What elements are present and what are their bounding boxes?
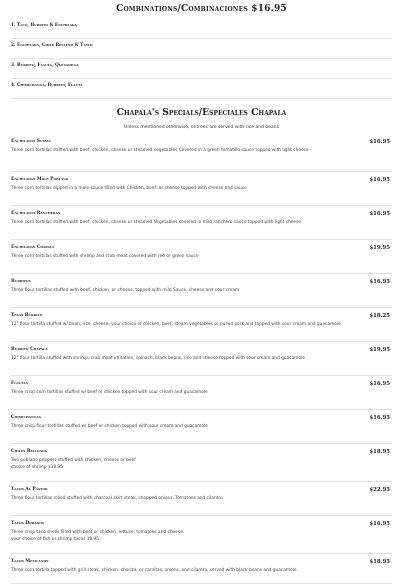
specials-note: Unless mentioned otherwise, entrees are served with rice and beans <box>124 125 279 130</box>
item-price: $18.95 <box>369 559 390 565</box>
item-description: 12" flour tortilla stuffed with shrimp, crab meat imitation, spinach, black beans, rice and cheese topped with sour cream and guacamole <box>11 356 305 361</box>
item-description: Three corn tortilla topped with grill steak, chicken, chorizo, or carnitas, onions, and cilantro, served with black beans and guacamole <box>11 568 297 573</box>
menu-item <box>11 139 392 172</box>
item-name: Flautas <box>11 381 28 386</box>
item-description: 12" flour tortilla stuffed w/ bean, rice, cheese, your choice of chicken, beef, steam vegetables or pulled pork and topped with sour cream and guacamole <box>11 322 341 327</box>
item-description-extra: your choice of fish or shrimp tacos 18.95 <box>11 536 100 542</box>
item-description: Three corn tortillas stuffed with beef, chicken, cheese or steamed Vegetables covered in mild ranchero sauce topped with light cheese <box>11 220 301 225</box>
item-description: Three corn tortillas stuffed with shrimp and crab meat covered with red or green sauce <box>11 254 199 259</box>
item-description: Three corn tortillas dipped in a mole sauce filled with Chicken, beef, or cheese topped with cheese and sauce <box>11 186 247 191</box>
item-price: $16.95 <box>369 415 390 421</box>
combo-item: 3. Burrito, Flauta, Quesadilla <box>11 59 392 79</box>
item-name: Texas Burrito <box>11 313 43 318</box>
item-description: Three crisp flour tortillas stuffed w/ beef or chicken topped with sour cream and guacamole <box>11 424 208 429</box>
menu-item <box>11 376 392 410</box>
item-name: Burrito Chapala <box>11 347 48 352</box>
combo-item: 4. Chimichanga, Burrito, Flauta <box>11 79 392 99</box>
combo-item: 1. Taco, Burrito & Enchilada <box>11 19 392 39</box>
item-price: $16.95 <box>369 211 390 217</box>
item-price: $16.95 <box>369 521 390 527</box>
item-name: Enchiladas Rancheras <box>11 211 60 216</box>
item-name: Enchiladas Chapala <box>11 245 55 250</box>
menu-item <box>11 206 392 240</box>
item-description: Two poblano peppers stuffed with chicken, cheese or beef <box>11 458 136 463</box>
item-name: Tacos Dorados <box>11 521 44 526</box>
item-name: Tacos Al Pastor <box>11 487 48 492</box>
menu-item <box>11 482 392 516</box>
item-description: Three crisp corn tortillas stuffed w/ beef or chicken topped with sour cream and guacamole <box>11 390 208 395</box>
menu-item <box>11 516 392 554</box>
specials-list <box>11 139 392 584</box>
item-price: $19.95 <box>369 347 390 353</box>
item-price: $18.95 <box>369 449 390 455</box>
item-price: $18.25 <box>369 313 390 319</box>
combo-item: 2. Enchilada, Chile Relleno & Tamal <box>11 39 392 59</box>
item-name: Chimichangas <box>11 415 41 420</box>
item-price: $19.95 <box>369 245 390 251</box>
menu-item <box>11 274 392 308</box>
item-name: Enchiladas Suizas <box>11 139 51 144</box>
menu-item <box>11 308 392 342</box>
item-name: Enchiladas Mole Poblano <box>11 177 69 182</box>
menu-item <box>11 172 392 206</box>
item-name: Chiles Rellenos <box>11 449 47 454</box>
menu-item <box>11 342 392 376</box>
combinations-title: Combinations/Combinaciones $16.95 <box>116 4 287 14</box>
menu-item <box>11 410 392 444</box>
item-name: Tacos Mexicanos <box>11 559 49 564</box>
menu-item <box>11 240 392 274</box>
item-description: Three corn tortillas stuffed with beef, chicken, cheese or steamed vegetables Covered in a green tomatillo sauce topped with light cheese <box>11 148 309 153</box>
specials-title: Chapala's Specials/Especiales Chapala <box>116 107 287 118</box>
item-description: Three crisp taco shells filled with beef or chicken, lettuce, tomatoes and cheese. <box>11 530 185 535</box>
menu-item <box>11 554 392 584</box>
menu-item <box>11 444 392 482</box>
item-price: $22.95 <box>369 487 390 493</box>
item-price: $16.95 <box>369 279 390 285</box>
item-description: Three flour tortillas stuffed with beef, chicken, or cheese, topped with mild Sauce, cheese and sour cream <box>11 288 240 293</box>
item-name: Burritos <box>11 279 31 284</box>
item-price: $16.95 <box>369 139 390 145</box>
item-description-extra: choice of shrimp $19.95 <box>11 464 64 470</box>
item-description: Three flour tortillas rolled stuffed with charcoal skirt steak, chopped onions, Tomatoes and cilantro <box>11 496 223 501</box>
item-price: $16.95 <box>369 381 390 387</box>
item-price: $16.95 <box>369 177 390 183</box>
combinations-list <box>11 19 392 99</box>
